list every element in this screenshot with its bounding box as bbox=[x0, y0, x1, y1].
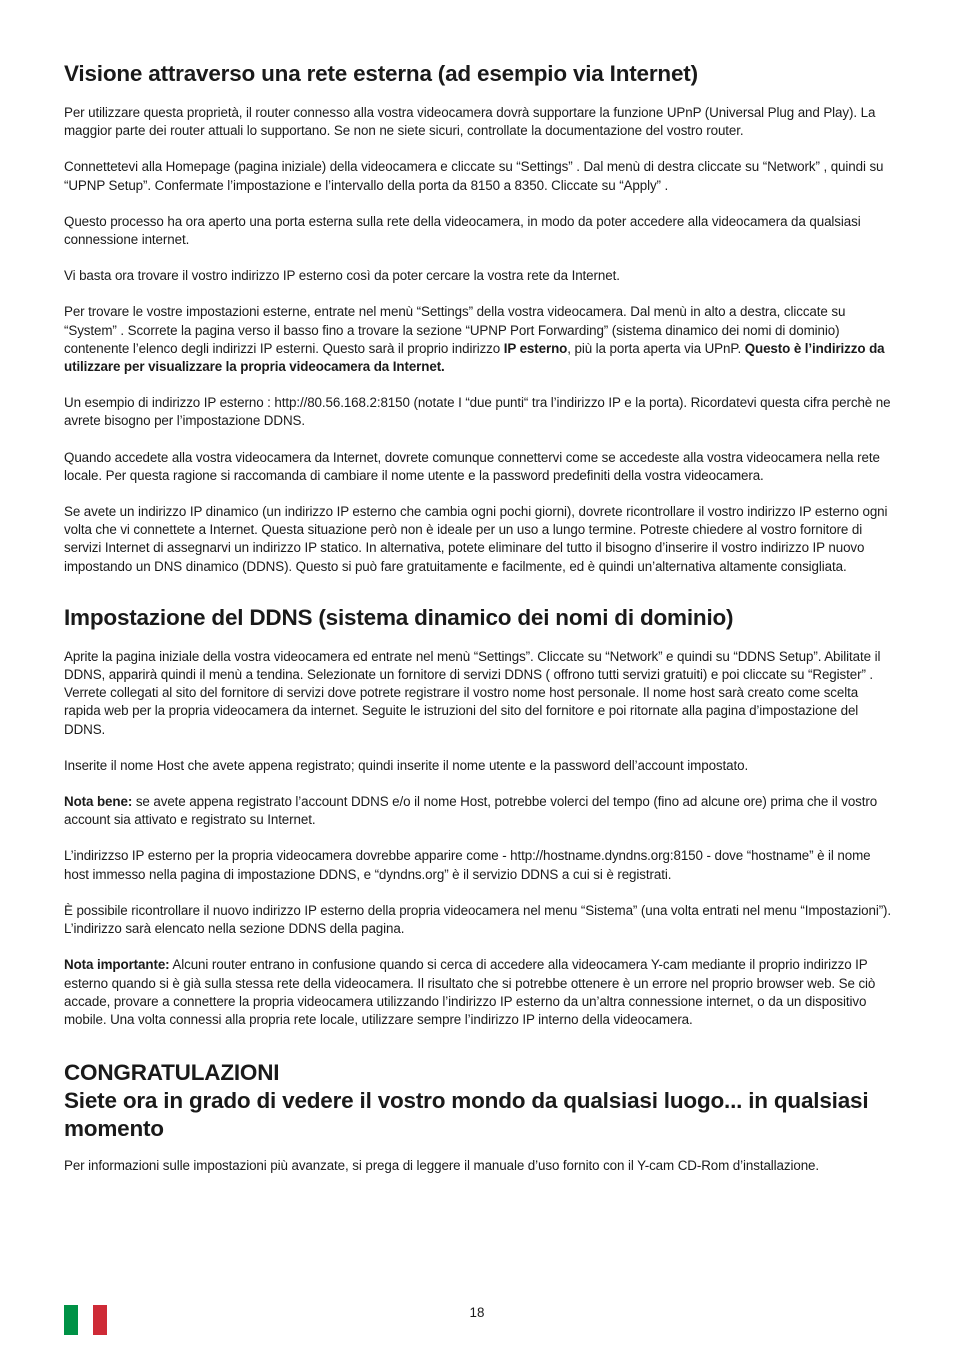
paragraph-text: , più la porta aperta via UPnP. bbox=[567, 340, 745, 356]
note-text: se avete appena registrato l’account DDNS e/o il nome Host, potrebbe volerci del tempo (fino ad alcune ore) prima che il vostro account sia attivato e registrato su Internet. bbox=[64, 794, 878, 828]
document-body bbox=[64, 60, 892, 1193]
page-footer bbox=[0, 1300, 954, 1340]
section-title-ddns: Impostazione del DDNS (sistema dinamico dei nomi di dominio) bbox=[64, 604, 734, 630]
paragraph bbox=[64, 793, 892, 829]
paragraph bbox=[64, 956, 892, 1029]
important-note-text: Alcuni router entrano in confusione quando si cerca di accedere alla videocamera Y-cam mediante il proprio indirizzo IP esterno quando si è già sulla stessa rete della videocamera. Il risultato che si potrebbe ottenere è un errore nel proprio browser web. Se ciò accade, provare a connettere la propria videocamera utilizzando l’indirizzo IP esterno da un’altra connessione internet, o da un dispositivo mobile. Una volta connessi alla propria rete locale, utilizzare sempre l’indirizzo IP interno della videocamera. bbox=[64, 957, 876, 1027]
paragraph-text: Per trovare le vostre impostazioni esterne, entrate nel menù “Settings” della vostra videocamera. Dal menù in alto a destra, cliccate su “System” . Scorrete la pagina verso il basso fino a trovare la sezione “UPNP Port Forwarding” (sistema dinamico dei nomi di dominio) contenente l’elenco degli indirizzi IP esterni. Questo sarà il proprio indirizzo bbox=[64, 304, 846, 356]
paragraph: Connettetevi alla Homepage (pagina iniziale) della videocamera e cliccate su “Settings” . Dal menù di destra cliccate su “Network” , quindi su “UPNP Setup”. Confermate l’impostazione e l’intervallo della porta da 8150 a 8350. Cliccate su “Apply” . bbox=[64, 159, 884, 193]
section-title-external-network: Visione attraverso una rete esterna (ad esempio via Internet) bbox=[64, 61, 698, 86]
paragraph: Questo processo ha ora aperto una porta esterna sulla rete della videocamera, in modo da poter accedere alla videocamera da qualsiasi connessione internet. bbox=[64, 213, 861, 248]
paragraph: Aprite la pagina iniziale della vostra videocamera ed entrate nel menù “Settings”. Cliccate su “Network” e quindi su “DDNS Setup”. Abilitate il DDNS, apparirà quindi il menù a tendina. Selezionate un fornitore di servizi DDNS ( offrono tutti servizi gratuiti) e poi cliccate su “Register” . Verrete collegati al sito del fornitore di servizi dove potrete registrare il vostro nome host personale. Il nome host sarà creato come scelta rapida web per la propria videocamera da internet. Seguite le istruzioni del sito del fornitore e poi ritornate alla pagina d’impostazione del DDNS. bbox=[64, 648, 881, 737]
paragraph: Un esempio di indirizzo IP esterno : http://80.56.168.2:8150 (notate I “due punti“ tra l’indirizzo IP e la porta). Ricordatevi questa cifra perchè ne avrete bisogno per l’impostazione DDNS. bbox=[64, 395, 891, 429]
important-note-label: Nota importante: bbox=[64, 957, 170, 973]
paragraph: È possibile ricontrollare il nuovo indirizzo IP esterno della propria videocamera nel menu “Sistema” (una volta entrati nel menu “Impostazioni”). L’indirizzo sarà elencato nella sezione DDNS della pagina. bbox=[64, 902, 892, 937]
paragraph: Per utilizzare questa proprietà, il router connesso alla vostra videocamera dovrà supportare la funzione UPnP (Universal Plug and Play). La maggior parte dei router attuali lo supportano. Se non ne siete sicuri, controllate la documentazione del vostro router. bbox=[64, 105, 876, 139]
bold-text-address-note: Questo è l’indirizzo da utilizzare per visualizzare la propria videocamera da Internet. bbox=[64, 340, 885, 375]
paragraph: Quando accedete alla vostra videocamera da Internet, dovrete comunque connettervi come se accedeste alla vostra videocamera nella rete locale. Per questa ragione si raccomanda di cambiare il nome utente e la password predefiniti della vostra videocamera. bbox=[64, 449, 880, 483]
note-label: Nota bene: bbox=[64, 794, 133, 810]
paragraph: Vi basta ora trovare il vostro indirizzo IP esterno così da poter cercare la vostra rete da Internet. bbox=[64, 268, 620, 284]
paragraph: Per informazioni sulle impostazioni più avanzate, si prega di leggere il manuale d’uso fornito con il Y-cam CD-Rom d’installazione. bbox=[64, 1158, 820, 1174]
paragraph: L’indirizzso IP esterno per la propria videocamera dovrebbe apparire come - http://hostname.dyndns.org:8150 - dove “hostname” è il nome host immesso nella pagina di impostazione DDNS, e “dyndns.org” è il servizio DDNS a cui si è registrati. bbox=[64, 848, 871, 882]
congrats-heading: CONGRATULAZIONI bbox=[64, 1060, 280, 1086]
bold-text-ip-esterno: IP esterno bbox=[503, 340, 568, 356]
congrats-subheading: Siete ora in grado di vedere il vostro mondo da qualsiasi luogo... in qualsiasi momento bbox=[64, 1088, 869, 1142]
section-title-congratulations bbox=[64, 1059, 892, 1143]
paragraph: Se avete un indirizzo IP dinamico (un indirizzo IP esterno che cambia ogni pochi giorni), dovrete ricontrollare il vostro indirizzo IP esterno ogni volta che vi connettete a Internet. Questa situazione però non è ideale per un uso a lungo termine. Potreste chiedere al vostro fornitore di servizi Internet di assegnarvi un indirizzo IP statico. In alternativa, potete eliminare del tutto il bisogno d’inserire il vostro indirizzo IP nuovo impostando un DNS dinamico (DDNS). Questo si può fare gratuitamente e facilmente, ed è quindi un’alternativa altamente consigliata. bbox=[64, 504, 888, 574]
paragraph: Inserite il nome Host che avete appena registrato; quindi inserite il nome utente e la password dell’account impostato. bbox=[64, 757, 749, 773]
paragraph bbox=[64, 303, 892, 376]
page-number: 18 bbox=[469, 1305, 485, 1320]
